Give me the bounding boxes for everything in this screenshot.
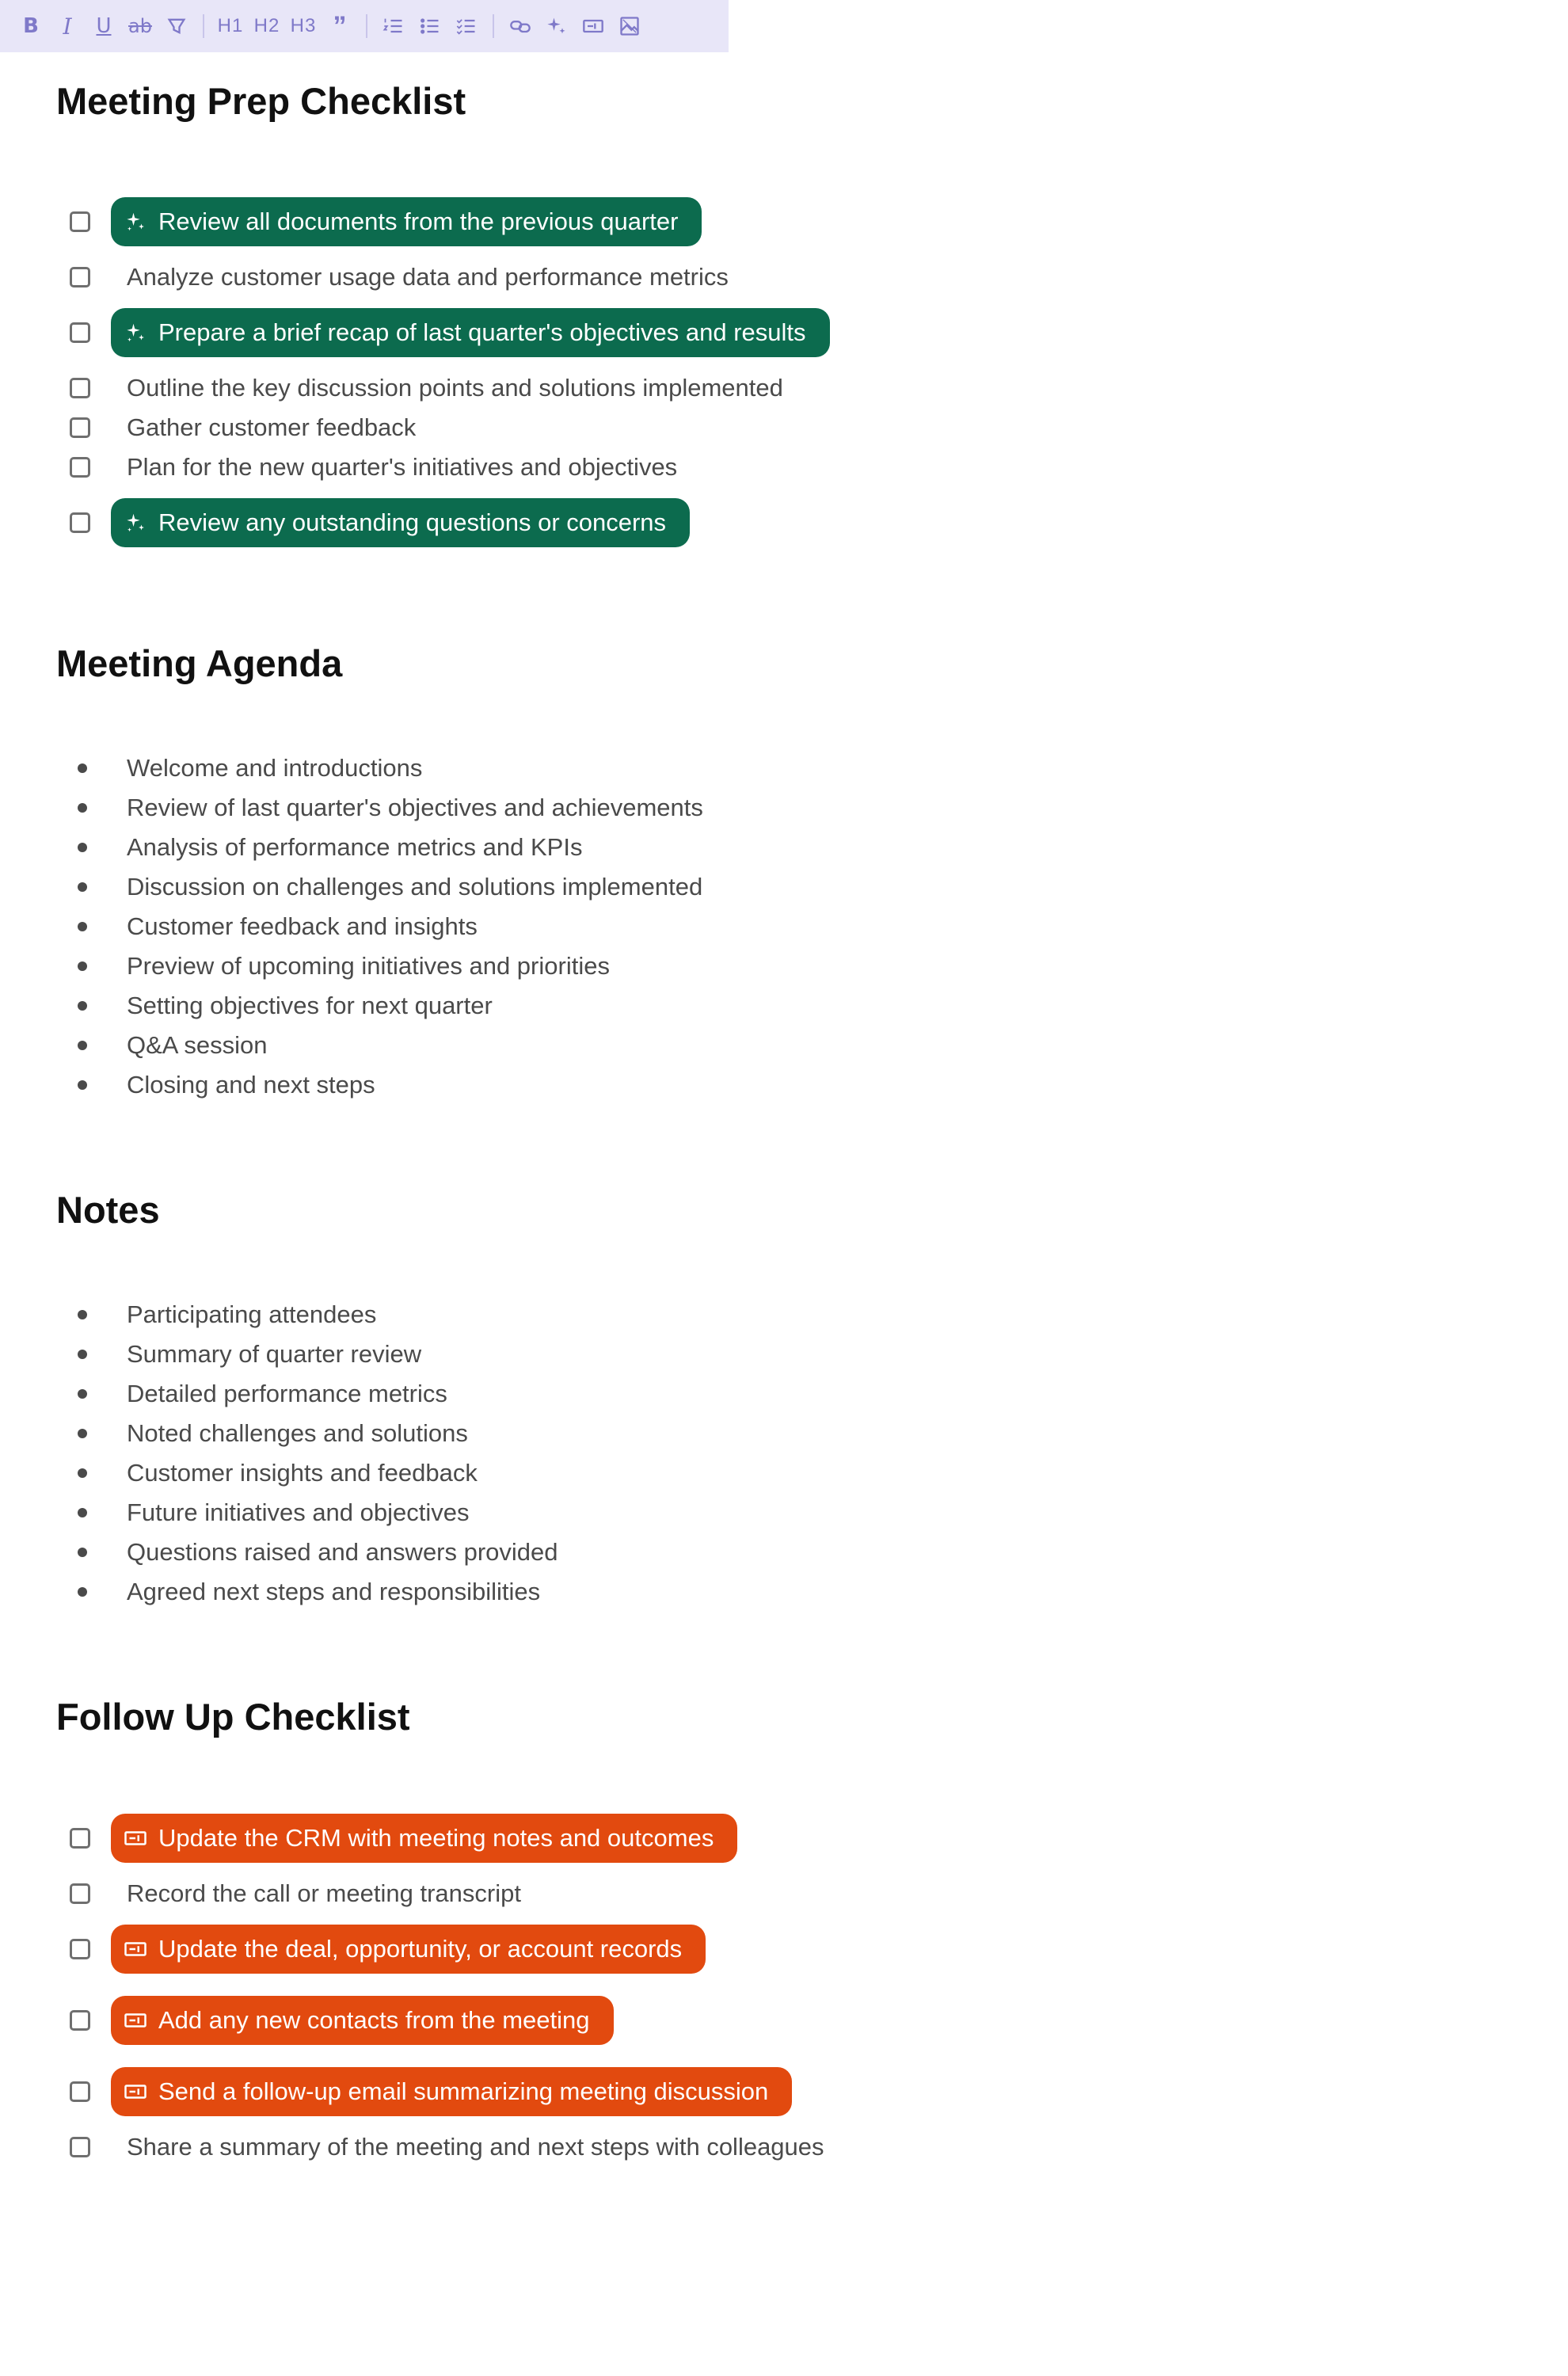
list-item-text: Questions raised and answers provided xyxy=(127,1538,558,1566)
checkbox[interactable] xyxy=(70,378,90,398)
checklist-item xyxy=(70,2072,769,2111)
bullet-dot xyxy=(78,1389,87,1399)
heading-1-button[interactable]: H1 xyxy=(217,15,244,36)
action-block-icon xyxy=(124,1826,147,1850)
list-item-text: Preview of upcoming initiatives and priorities xyxy=(127,952,610,980)
checklist-icon[interactable] xyxy=(451,10,481,42)
list-item xyxy=(70,907,478,946)
list-item xyxy=(70,946,610,986)
checklist-item xyxy=(70,1874,521,1913)
bullet-dot xyxy=(78,922,87,931)
checkbox[interactable] xyxy=(70,2137,90,2157)
heading-3-button[interactable]: H3 xyxy=(290,15,317,36)
checklist-item xyxy=(70,503,667,543)
bullet-dot xyxy=(78,803,87,813)
list-item-text: Welcome and introductions xyxy=(127,754,423,782)
checklist-item xyxy=(70,1929,683,1969)
toolbar-divider xyxy=(203,14,204,38)
checkbox[interactable] xyxy=(70,2081,90,2102)
bullet-list-icon[interactable] xyxy=(415,10,445,42)
task-label: Share a summary of the meeting and next steps with colleagues xyxy=(127,2133,824,2161)
bullet-dot xyxy=(78,1310,87,1319)
quote-icon[interactable]: ” xyxy=(333,10,347,41)
list-item-text: Detailed performance metrics xyxy=(127,1380,447,1407)
bullet-dot xyxy=(78,1080,87,1090)
checklist-item xyxy=(70,1818,714,1858)
list-item-text: Customer feedback and insights xyxy=(127,912,478,940)
action-task-pill[interactable] xyxy=(111,1996,614,2045)
toolbar-divider xyxy=(366,14,367,38)
checkbox[interactable] xyxy=(70,512,90,533)
task-label: Add any new contacts from the meeting xyxy=(158,2006,590,2034)
checkbox[interactable] xyxy=(70,457,90,478)
ai-sparkle-icon[interactable] xyxy=(542,10,572,42)
checklist-item xyxy=(70,408,417,447)
action-task-pill[interactable] xyxy=(111,2067,792,2116)
bullet-dot xyxy=(78,1350,87,1359)
checkbox[interactable] xyxy=(70,211,90,232)
action-task-pill[interactable] xyxy=(111,1925,706,1974)
strikethrough-icon[interactable]: ab xyxy=(128,15,152,37)
checklist-item xyxy=(70,447,678,487)
list-item-text: Discussion on challenges and solutions implemented xyxy=(127,873,703,901)
checkbox[interactable] xyxy=(70,1828,90,1849)
checklist-item xyxy=(70,2001,590,2040)
numbered-list-icon[interactable] xyxy=(379,10,409,42)
section-title-notes: Notes xyxy=(56,1189,160,1231)
list-item xyxy=(70,867,703,907)
action-block-icon[interactable] xyxy=(578,10,608,42)
checklist-item xyxy=(70,368,783,408)
list-item-text: Noted challenges and solutions xyxy=(127,1419,468,1447)
bullet-dot xyxy=(78,1041,87,1050)
list-item-text: Review of last quarter's objectives and achievements xyxy=(127,794,703,821)
bullet-dot xyxy=(78,1548,87,1557)
checklist-item xyxy=(70,2127,824,2167)
list-item-text: Closing and next steps xyxy=(127,1071,375,1099)
ai-task-pill[interactable] xyxy=(111,197,702,246)
task-label: Update the deal, opportunity, or account records xyxy=(158,1935,683,1963)
list-item-text: Future initiatives and objectives xyxy=(127,1498,470,1526)
bullet-dot xyxy=(78,882,87,892)
list-item xyxy=(70,1493,470,1533)
action-block-icon xyxy=(124,2009,147,2032)
action-block-icon xyxy=(124,1937,147,1961)
ai-task-pill[interactable] xyxy=(111,498,690,547)
bullet-dot xyxy=(78,1508,87,1517)
list-item xyxy=(70,1374,447,1414)
list-item-text: Analysis of performance metrics and KPIs xyxy=(127,833,583,861)
list-item xyxy=(70,788,703,828)
formatting-toolbar xyxy=(0,0,729,52)
list-item-text: Agreed next steps and responsibilities xyxy=(127,1578,541,1605)
bullet-dot xyxy=(78,1429,87,1438)
action-block-icon xyxy=(124,2080,147,2104)
list-item-text: Customer insights and feedback xyxy=(127,1459,478,1487)
link-icon[interactable] xyxy=(505,10,535,42)
bold-icon[interactable]: B xyxy=(23,14,39,38)
list-item xyxy=(70,1533,558,1572)
task-label: Record the call or meeting transcript xyxy=(127,1879,521,1907)
underline-icon[interactable]: U xyxy=(96,14,112,38)
highlight-icon[interactable] xyxy=(162,10,192,42)
checkbox[interactable] xyxy=(70,2010,90,2031)
bullet-dot xyxy=(78,1587,87,1597)
list-item xyxy=(70,1026,268,1065)
toolbar-divider xyxy=(493,14,494,38)
list-item xyxy=(70,1572,541,1612)
list-item-text: Summary of quarter review xyxy=(127,1340,422,1368)
checklist-item xyxy=(70,257,729,297)
list-item-text: Participating attendees xyxy=(127,1300,377,1328)
action-task-pill[interactable] xyxy=(111,1814,737,1863)
checklist-item xyxy=(70,202,679,242)
checkbox[interactable] xyxy=(70,1939,90,1959)
heading-2-button[interactable]: H2 xyxy=(253,15,280,36)
list-item xyxy=(70,1295,377,1335)
checkbox[interactable] xyxy=(70,322,90,343)
task-label: Update the CRM with meeting notes and outcomes xyxy=(158,1824,714,1852)
italic-icon[interactable]: I xyxy=(63,13,72,40)
sparkle-icon xyxy=(124,210,147,234)
list-item-text: Q&A session xyxy=(127,1031,268,1059)
list-item xyxy=(70,828,583,867)
bullet-dot xyxy=(78,763,87,773)
bullet-dot xyxy=(78,1001,87,1011)
checklist-item xyxy=(70,313,806,352)
checkbox[interactable] xyxy=(70,267,90,287)
task-label: Outline the key discussion points and solutions implemented xyxy=(127,374,783,402)
list-item xyxy=(70,1065,375,1105)
ai-task-pill[interactable] xyxy=(111,308,830,357)
list-item-text: Setting objectives for next quarter xyxy=(127,992,493,1019)
task-label: Review all documents from the previous quarter xyxy=(158,208,679,235)
image-icon[interactable] xyxy=(615,10,645,42)
task-label: Analyze customer usage data and performance metrics xyxy=(127,263,729,291)
section-title-followup: Follow Up Checklist xyxy=(56,1696,410,1738)
bullet-dot xyxy=(78,1468,87,1478)
checkbox[interactable] xyxy=(70,417,90,438)
bullet-dot xyxy=(78,843,87,852)
task-label: Send a follow-up email summarizing meeting discussion xyxy=(158,2077,769,2105)
checkbox[interactable] xyxy=(70,1883,90,1904)
list-item xyxy=(70,1335,422,1374)
list-item xyxy=(70,986,493,1026)
list-item xyxy=(70,748,423,788)
list-item xyxy=(70,1453,478,1493)
section-title-agenda: Meeting Agenda xyxy=(56,642,343,684)
sparkle-icon xyxy=(124,321,147,345)
task-label: Plan for the new quarter's initiatives and objectives xyxy=(127,453,678,481)
bullet-dot xyxy=(78,961,87,971)
task-label: Prepare a brief recap of last quarter's objectives and results xyxy=(158,318,806,346)
sparkle-icon xyxy=(124,511,147,535)
task-label: Gather customer feedback xyxy=(127,413,417,441)
task-label: Review any outstanding questions or concerns xyxy=(158,508,667,536)
list-item xyxy=(70,1414,468,1453)
section-title-prep: Meeting Prep Checklist xyxy=(56,80,466,122)
